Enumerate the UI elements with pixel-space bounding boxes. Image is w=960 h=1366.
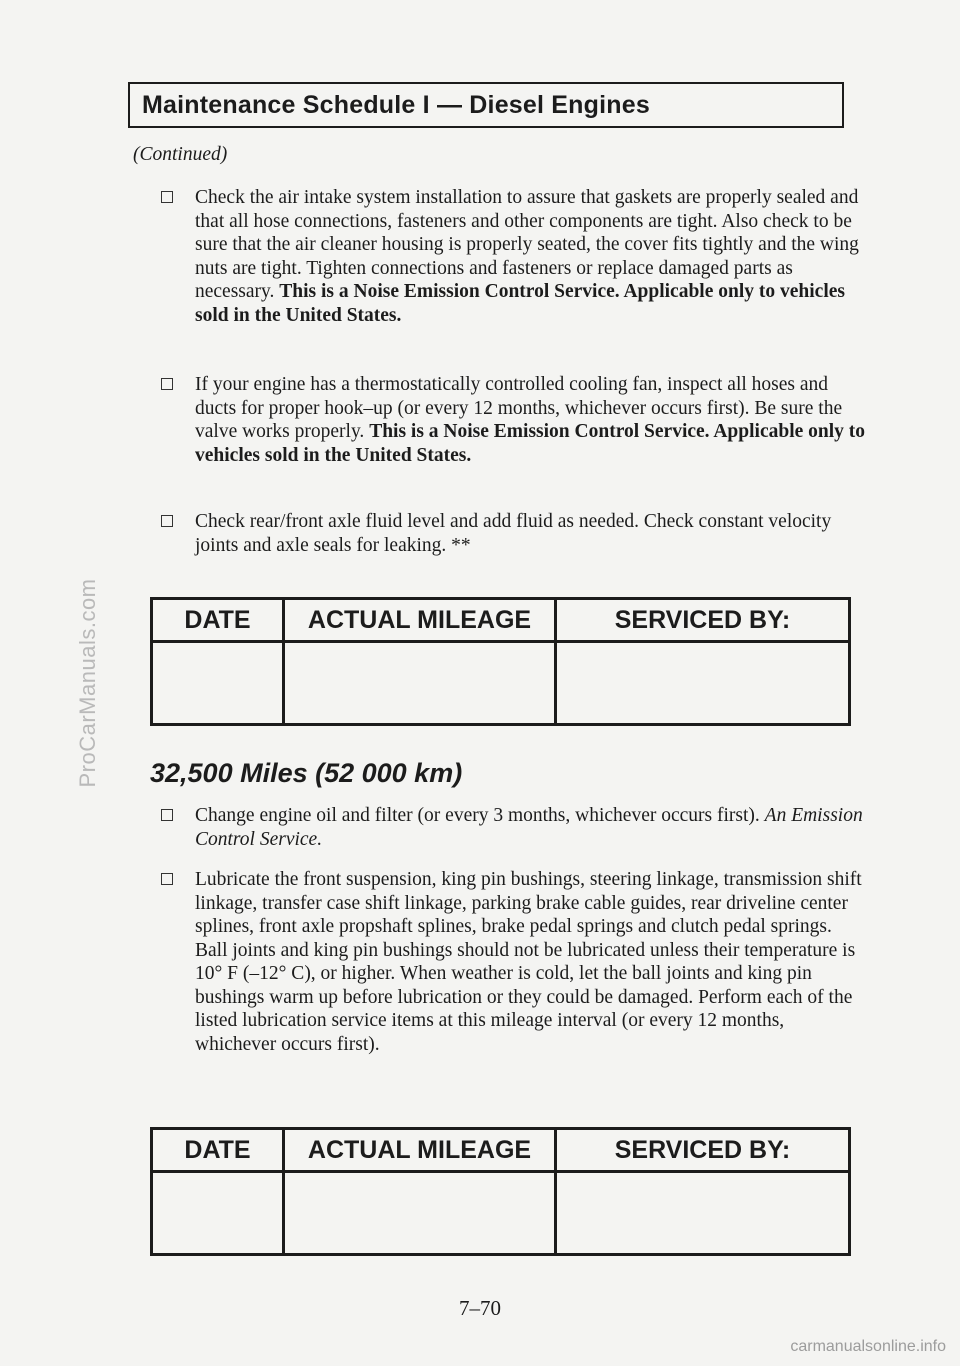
date-cell[interactable] <box>152 1172 284 1255</box>
checklist-item <box>157 868 869 1056</box>
column-header-mileage: ACTUAL MILEAGE <box>284 599 556 642</box>
checkbox-icon[interactable] <box>161 515 173 527</box>
section1-item-list <box>157 510 869 557</box>
page-number: 7–70 <box>459 1296 501 1320</box>
checkbox-icon[interactable] <box>161 191 173 203</box>
section-header <box>128 82 844 128</box>
column-header-mileage: ACTUAL MILEAGE <box>284 1129 556 1172</box>
item-italic-note: An Emission Control Service. <box>195 805 863 850</box>
checklist-item <box>157 510 869 557</box>
section2-item-list <box>157 868 869 1056</box>
column-header-serviced-by: SERVICED BY: <box>556 599 850 642</box>
checkbox-icon[interactable] <box>161 809 173 821</box>
item-text: If your engine has a thermostatically controlled cooling fan, inspect all hoses and ducts for proper hook–up (or every 12 months, whichever occurs first). Be sure the valve works properly. <box>195 374 843 442</box>
serviced-by-cell[interactable] <box>556 642 850 725</box>
mileage-cell[interactable] <box>284 642 556 725</box>
mileage-cell[interactable] <box>284 1172 556 1255</box>
item-text: Check rear/front axle fluid level and add fluid as needed. Check constant velocity joints and axle seals for leaking. ** <box>195 511 832 556</box>
item-bold-note: This is a Noise Emission Control Service. Applicable only to vehicles sold in the United States. <box>195 281 845 326</box>
item-text: Check the air intake system installation to assure that gaskets are properly sealed and that all hose connections, fasteners and other components are tight. Also check to be sure that the air cleaner housing is properly seated, the cover fits tightly and the wing nuts are tight. Tighten connections and fasteners or replace damaged parts as necessary. <box>195 187 859 302</box>
section2-item-list <box>157 804 869 851</box>
checklist-item <box>157 804 869 851</box>
page-title: Maintenance Schedule I — Diesel Engines <box>142 90 650 119</box>
column-header-serviced-by: SERVICED BY: <box>556 1129 850 1172</box>
column-header-date: DATE <box>152 599 284 642</box>
watermark-side-text: ProCarManuals.com <box>75 578 100 788</box>
section1-item-list <box>157 186 869 327</box>
date-cell[interactable] <box>152 642 284 725</box>
checkbox-icon[interactable] <box>161 873 173 885</box>
item-text: Change engine oil and filter (or every 3 months, whichever occurs first). <box>195 805 765 826</box>
column-header-date: DATE <box>152 1129 284 1172</box>
watermark-bottom-text: carmanualsonline.info <box>790 1338 946 1355</box>
serviced-by-cell[interactable] <box>556 1172 850 1255</box>
service-record-table <box>150 597 851 726</box>
section1-item-list <box>157 373 869 467</box>
continued-label: (Continued) <box>133 144 228 165</box>
item-bold-note: This is a Noise Emission Control Service. Applicable only to vehicles sold in the United States. <box>195 421 866 466</box>
item-text: Lubricate the front suspension, king pin bushings, steering linkage, transmission shift linkage, transfer case shift linkage, parking brake cable guides, rear driveline center splines, front axle propshaft splines, brake pedal springs and clutch pedal springs. Ball joints and king pin bushings should not be lubricated unless their temperature is 10° F (–12° C), or higher. When weather is cold, let the ball joints and king pin bushings warm up before lubrication or they could be damaged. Perform each of the listed lubrication service items at this mileage interval (or every 12 months, whichever occurs first). <box>195 869 862 1055</box>
checklist-item <box>157 186 869 327</box>
checkbox-icon[interactable] <box>161 378 173 390</box>
service-record-table <box>150 1127 851 1256</box>
mileage-heading: 32,500 Miles (52 000 km) <box>150 758 463 788</box>
checklist-item <box>157 373 869 467</box>
